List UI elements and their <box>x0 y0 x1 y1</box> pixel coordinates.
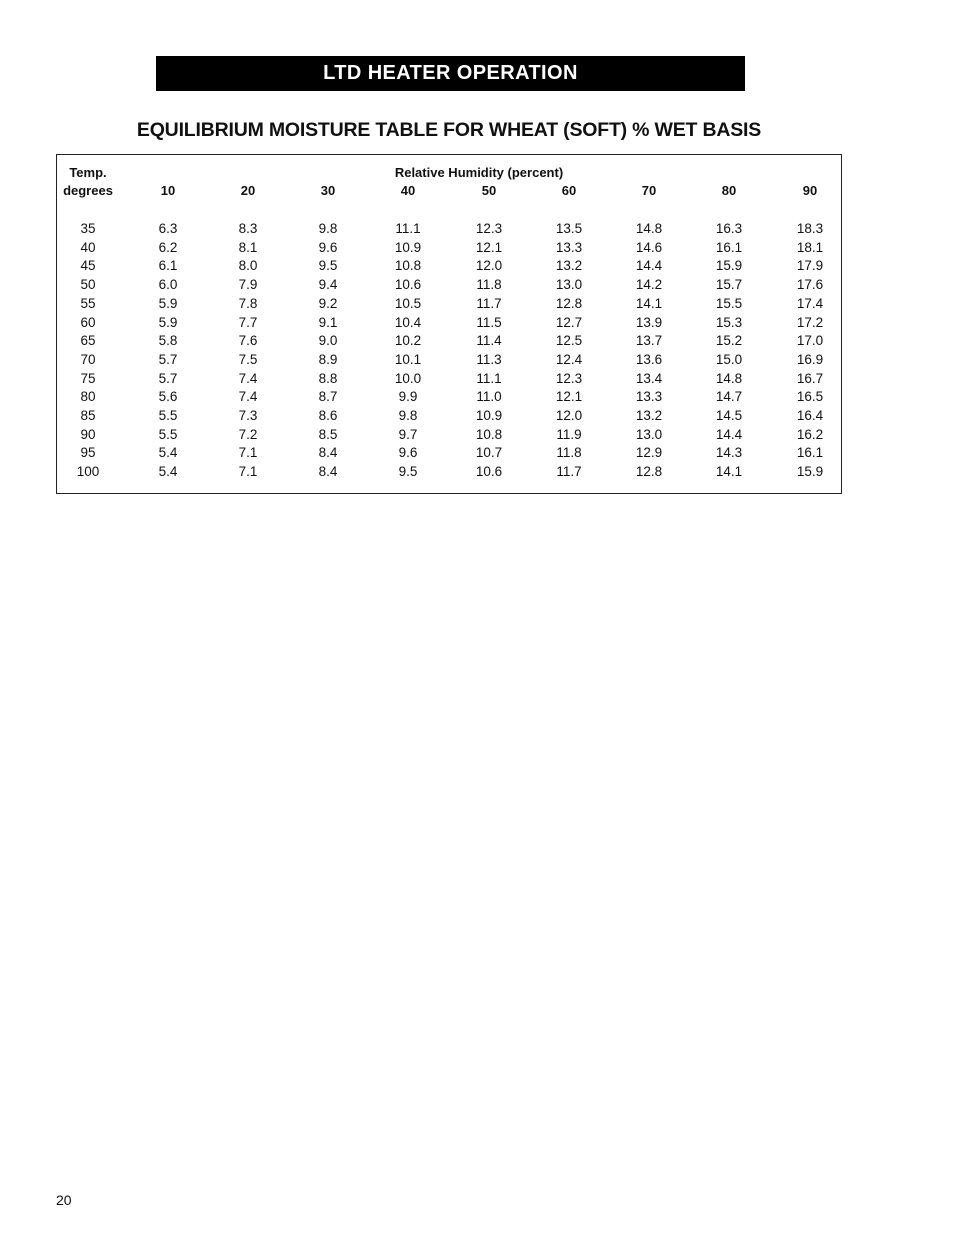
moisture-value: 10.0 <box>394 371 422 386</box>
row-temperature: 75 <box>80 371 96 386</box>
moisture-value: 5.9 <box>158 315 178 330</box>
moisture-value: 7.8 <box>238 296 258 311</box>
moisture-value: 14.4 <box>635 258 663 273</box>
moisture-value: 10.8 <box>475 427 503 442</box>
moisture-value: 9.6 <box>398 445 418 460</box>
moisture-value: 12.3 <box>555 371 583 386</box>
moisture-value: 7.5 <box>238 352 258 367</box>
moisture-value: 9.5 <box>398 464 418 479</box>
moisture-value: 14.8 <box>635 221 663 236</box>
rh-column-header: 10 <box>160 183 176 198</box>
moisture-value: 16.3 <box>715 221 743 236</box>
moisture-value: 14.7 <box>715 389 743 404</box>
moisture-value: 6.3 <box>158 221 178 236</box>
moisture-value: 15.7 <box>715 277 743 292</box>
moisture-value: 18.1 <box>796 240 824 255</box>
moisture-value: 14.5 <box>715 408 743 423</box>
moisture-value: 17.2 <box>796 315 824 330</box>
moisture-value: 14.3 <box>715 445 743 460</box>
moisture-value: 9.7 <box>398 427 418 442</box>
moisture-value: 10.4 <box>394 315 422 330</box>
rh-column-header: 30 <box>320 183 336 198</box>
row-temperature: 60 <box>80 315 96 330</box>
moisture-value: 16.9 <box>796 352 824 367</box>
moisture-value: 9.6 <box>318 240 338 255</box>
moisture-value: 16.2 <box>796 427 824 442</box>
moisture-value: 10.1 <box>394 352 422 367</box>
row-temperature: 100 <box>76 464 100 479</box>
moisture-value: 12.1 <box>475 240 503 255</box>
moisture-value: 8.0 <box>238 258 258 273</box>
moisture-table <box>56 154 842 494</box>
moisture-value: 11.9 <box>556 427 582 442</box>
moisture-value: 11.7 <box>556 464 582 479</box>
rh-header-label: Relative Humidity (percent) <box>394 165 564 180</box>
moisture-value: 7.1 <box>238 464 258 479</box>
moisture-value: 7.9 <box>238 277 258 292</box>
moisture-value: 13.5 <box>555 221 583 236</box>
moisture-value: 6.1 <box>158 258 178 273</box>
moisture-value: 9.2 <box>318 296 338 311</box>
moisture-value: 9.8 <box>318 221 338 236</box>
moisture-value: 9.1 <box>318 315 338 330</box>
moisture-value: 6.0 <box>158 277 178 292</box>
row-temperature: 40 <box>80 240 96 255</box>
moisture-value: 14.1 <box>635 296 663 311</box>
rh-column-header: 50 <box>481 183 497 198</box>
moisture-value: 7.7 <box>238 315 258 330</box>
moisture-value: 5.7 <box>158 352 178 367</box>
rh-column-header: 80 <box>721 183 737 198</box>
row-temperature: 70 <box>80 352 96 367</box>
moisture-value: 10.2 <box>394 333 422 348</box>
moisture-value: 11.3 <box>476 352 502 367</box>
moisture-value: 8.7 <box>318 389 338 404</box>
moisture-value: 7.3 <box>238 408 258 423</box>
moisture-value: 8.9 <box>318 352 338 367</box>
rh-column-header: 20 <box>240 183 256 198</box>
moisture-value: 12.8 <box>555 296 583 311</box>
moisture-value: 18.3 <box>796 221 824 236</box>
row-temperature: 55 <box>80 296 96 311</box>
page-number: 20 <box>56 1192 72 1208</box>
moisture-value: 8.6 <box>318 408 338 423</box>
row-temperature: 95 <box>80 445 96 460</box>
moisture-value: 12.3 <box>475 221 503 236</box>
moisture-value: 12.4 <box>555 352 583 367</box>
row-temperature: 45 <box>80 258 96 273</box>
section-header-bar <box>156 56 745 91</box>
moisture-value: 9.4 <box>318 277 338 292</box>
moisture-value: 12.0 <box>555 408 583 423</box>
moisture-value: 15.9 <box>715 258 743 273</box>
moisture-value: 14.8 <box>715 371 743 386</box>
moisture-value: 13.2 <box>555 258 583 273</box>
moisture-value: 11.8 <box>556 445 582 460</box>
moisture-value: 7.4 <box>238 389 258 404</box>
table-title: EQUILIBRIUM MOISTURE TABLE FOR WHEAT (SOFT) % WET BASIS <box>136 119 762 141</box>
moisture-value: 12.9 <box>635 445 663 460</box>
moisture-value: 13.0 <box>555 277 583 292</box>
moisture-value: 16.4 <box>796 408 824 423</box>
moisture-value: 5.5 <box>158 427 178 442</box>
moisture-value: 14.1 <box>715 464 743 479</box>
moisture-value: 10.7 <box>475 445 503 460</box>
moisture-value: 5.5 <box>158 408 178 423</box>
moisture-value: 11.1 <box>395 221 421 236</box>
moisture-value: 14.2 <box>635 277 663 292</box>
moisture-value: 17.4 <box>796 296 824 311</box>
moisture-value: 11.7 <box>476 296 502 311</box>
rh-column-header: 60 <box>561 183 577 198</box>
moisture-value: 5.6 <box>158 389 178 404</box>
temp-header-label: Temp. <box>69 165 107 180</box>
moisture-value: 17.9 <box>796 258 824 273</box>
moisture-value: 13.4 <box>635 371 663 386</box>
moisture-value: 13.6 <box>635 352 663 367</box>
moisture-value: 15.0 <box>715 352 743 367</box>
moisture-value: 5.4 <box>158 445 178 460</box>
moisture-value: 14.4 <box>715 427 743 442</box>
moisture-value: 8.4 <box>318 445 338 460</box>
moisture-value: 13.7 <box>635 333 663 348</box>
row-temperature: 50 <box>80 277 96 292</box>
moisture-value: 8.4 <box>318 464 338 479</box>
moisture-value: 10.8 <box>394 258 422 273</box>
moisture-value: 8.8 <box>318 371 338 386</box>
moisture-value: 11.8 <box>476 277 502 292</box>
moisture-value: 17.6 <box>796 277 824 292</box>
moisture-value: 12.8 <box>635 464 663 479</box>
rh-column-header: 40 <box>400 183 416 198</box>
moisture-value: 7.1 <box>238 445 258 460</box>
moisture-value: 13.2 <box>635 408 663 423</box>
moisture-value: 7.6 <box>238 333 258 348</box>
moisture-value: 8.3 <box>238 221 258 236</box>
rh-column-header: 90 <box>802 183 818 198</box>
moisture-value: 11.4 <box>476 333 502 348</box>
moisture-value: 9.5 <box>318 258 338 273</box>
moisture-value: 13.3 <box>635 389 663 404</box>
moisture-value: 12.1 <box>555 389 583 404</box>
moisture-value: 10.6 <box>475 464 503 479</box>
moisture-value: 5.4 <box>158 464 178 479</box>
row-temperature: 65 <box>80 333 96 348</box>
moisture-value: 17.0 <box>796 333 824 348</box>
moisture-value: 10.5 <box>394 296 422 311</box>
moisture-value: 12.0 <box>475 258 503 273</box>
moisture-value: 9.0 <box>318 333 338 348</box>
section-title: LTD HEATER OPERATION <box>323 62 578 84</box>
moisture-value: 16.5 <box>796 389 824 404</box>
moisture-value: 14.6 <box>635 240 663 255</box>
moisture-value: 7.4 <box>238 371 258 386</box>
row-temperature: 35 <box>80 221 96 236</box>
moisture-value: 13.0 <box>635 427 663 442</box>
moisture-value: 9.9 <box>398 389 418 404</box>
moisture-value: 10.6 <box>394 277 422 292</box>
moisture-value: 8.5 <box>318 427 338 442</box>
moisture-value: 12.5 <box>555 333 583 348</box>
moisture-value: 10.9 <box>394 240 422 255</box>
row-temperature: 80 <box>80 389 96 404</box>
moisture-value: 9.8 <box>398 408 418 423</box>
moisture-value: 13.3 <box>555 240 583 255</box>
moisture-value: 11.1 <box>476 371 502 386</box>
moisture-value: 5.8 <box>158 333 178 348</box>
row-temperature: 85 <box>80 408 96 423</box>
moisture-value: 11.0 <box>476 389 502 404</box>
moisture-value: 5.9 <box>158 296 178 311</box>
moisture-value: 13.9 <box>635 315 663 330</box>
moisture-value: 16.1 <box>796 445 824 460</box>
moisture-value: 5.7 <box>158 371 178 386</box>
moisture-value: 10.9 <box>475 408 503 423</box>
moisture-value: 11.5 <box>476 315 502 330</box>
moisture-value: 16.1 <box>715 240 743 255</box>
moisture-value: 15.9 <box>796 464 824 479</box>
row-temperature: 90 <box>80 427 96 442</box>
moisture-value: 15.2 <box>715 333 743 348</box>
moisture-value: 15.5 <box>715 296 743 311</box>
moisture-value: 16.7 <box>796 371 824 386</box>
moisture-value: 6.2 <box>158 240 178 255</box>
temp-header-unit: degrees <box>63 183 113 198</box>
moisture-value: 7.2 <box>238 427 258 442</box>
moisture-value: 15.3 <box>715 315 743 330</box>
rh-column-header: 70 <box>641 183 657 198</box>
moisture-value: 12.7 <box>555 315 583 330</box>
moisture-value: 8.1 <box>238 240 258 255</box>
